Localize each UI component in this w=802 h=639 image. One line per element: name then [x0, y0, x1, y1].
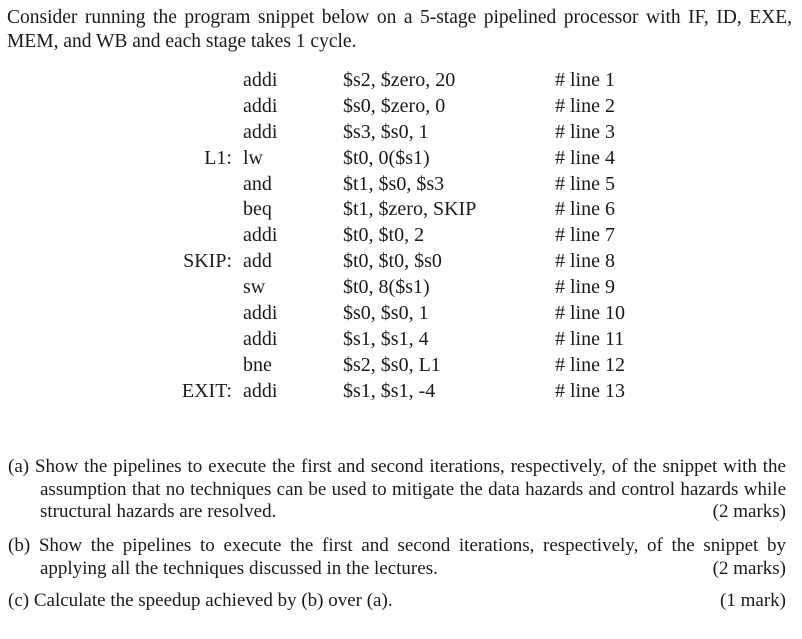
code-listing: [0, 68, 802, 405]
code-opcode: addi: [243, 120, 278, 143]
code-opcode: addi: [243, 302, 278, 325]
code-line: [0, 249, 802, 275]
code-comment: # line 10: [555, 302, 625, 325]
code-comment: # line 7: [555, 224, 615, 247]
code-operands: $t1, $s0, $s3: [343, 172, 445, 195]
code-comment: # line 8: [555, 250, 615, 273]
code-operands: $s3, $s0, 1: [343, 120, 429, 143]
code-opcode: addi: [243, 379, 278, 402]
code-line: [0, 94, 802, 120]
code-operands: $s1, $s1, 4: [343, 327, 429, 350]
code-opcode: addi: [243, 69, 278, 91]
code-line: [0, 172, 802, 198]
code-comment: # line 5: [555, 172, 615, 195]
problem-intro: Consider running the program snippet below on a 5-stage pipelined processor with IF, ID, EXE, MEM, and WB and each stage takes 1 cycle.: [7, 7, 792, 52]
code-comment: # line 9: [555, 276, 615, 299]
code-opcode: sw: [243, 276, 266, 299]
code-comment: # line 11: [555, 327, 625, 350]
code-opcode: addi: [243, 327, 278, 350]
code-operands: $s2, $s0, L1: [343, 353, 441, 376]
code-operands: $t0, 8($s1): [343, 276, 430, 299]
code-operands: $s1, $s1, -4: [343, 379, 436, 402]
code-opcode: addi: [243, 224, 278, 247]
code-opcode: addi: [243, 94, 278, 117]
code-operands: $s0, $s0, 1: [343, 302, 429, 325]
code-opcode: and: [243, 172, 272, 195]
code-line: [0, 327, 802, 353]
question-text: (c) Calculate the speedup achieved by (b) over (a).: [8, 590, 393, 611]
code-operands: $t0, $t0, $s0: [343, 250, 442, 273]
question-marks: (1 mark): [720, 590, 786, 611]
code-operands: $t0, 0($s1): [343, 146, 430, 169]
code-opcode: add: [243, 250, 272, 273]
code-label: L1:: [204, 146, 232, 169]
code-comment: # line 4: [555, 146, 615, 169]
code-comment: # line 2: [555, 94, 615, 117]
question-marks: (2 marks): [712, 501, 786, 522]
code-line: [0, 197, 802, 223]
code-line: [0, 379, 802, 405]
code-line: [0, 301, 802, 327]
code-opcode: bne: [243, 353, 272, 376]
question-marks: (2 marks): [712, 557, 786, 579]
code-comment: # line 1: [555, 69, 615, 91]
code-comment: # line 12: [555, 353, 625, 376]
code-comment: # line 3: [555, 120, 615, 143]
code-operands: $t1, $zero, SKIP: [343, 198, 477, 221]
code-comment: # line 6: [555, 198, 615, 221]
code-label: EXIT:: [181, 379, 232, 402]
code-comment: # line 13: [555, 379, 625, 402]
question-b: [8, 535, 786, 580]
code-operands: $t0, $t0, 2: [343, 224, 425, 247]
code-label: SKIP:: [183, 250, 232, 273]
code-operands: $s0, $zero, 0: [343, 94, 446, 117]
code-line: [0, 68, 802, 94]
question-a: [8, 456, 786, 524]
code-opcode: beq: [243, 198, 272, 221]
code-line: [0, 120, 802, 146]
question-text: (a) Show the pipelines to execute the first and second iterations, respectively, of the snippet with the assumption that no techniques can be used to mitigate the data hazards and control hazards while structural hazards are resolved.: [8, 456, 786, 522]
code-line: [0, 353, 802, 379]
question-c: [8, 590, 786, 613]
code-operands: $s2, $zero, 20: [343, 69, 456, 91]
question-text: (b) Show the pipelines to execute the first and second iterations, respectively, of the snippet by applying all the techniques discussed in the lectures.: [8, 535, 786, 579]
code-line: [0, 223, 802, 249]
code-opcode: lw: [243, 146, 263, 169]
code-line: [0, 146, 802, 172]
code-line: [0, 275, 802, 301]
